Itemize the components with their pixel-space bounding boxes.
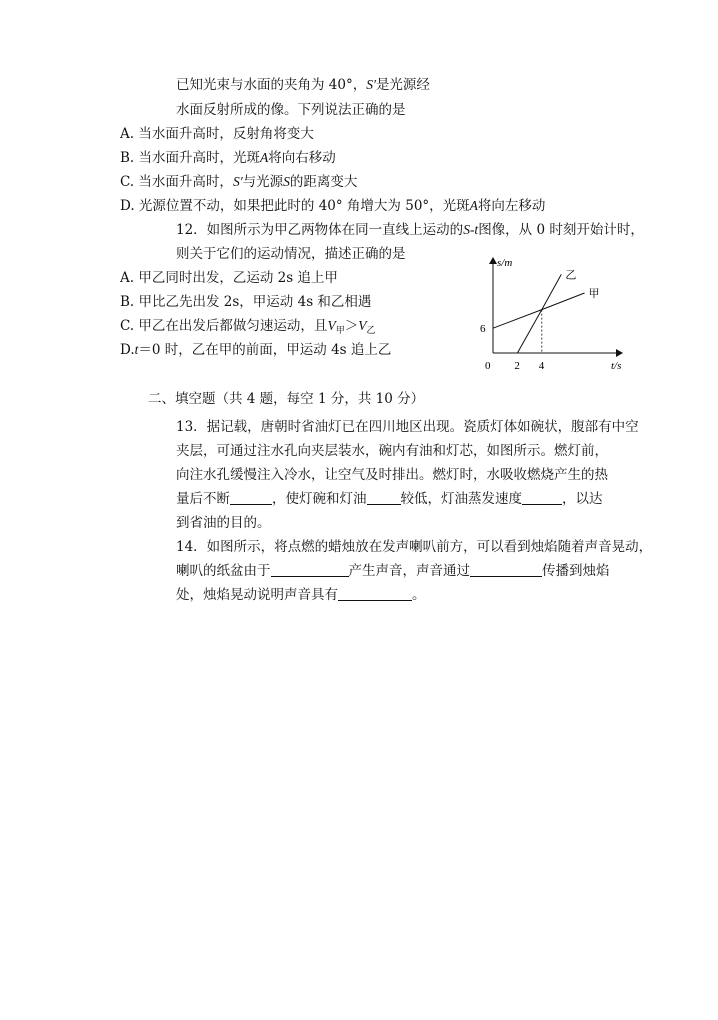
q13-blank-1[interactable]	[230, 490, 272, 505]
origin-label: 0	[485, 360, 491, 372]
q11-option-a: A. 当水面升高时，反射角将变大	[120, 126, 314, 142]
q12-option-c: C. 甲乙在出发后都做匀速运动，且$V_甲>V_乙$	[120, 318, 376, 336]
q13-line-3: 向注水孔缓慢注入冷水，让空气及时排出。燃灯时，水吸收燃烧产生的热	[176, 467, 608, 483]
q11-stem-line-2: 水面反射所成的像。下列说法正确的是	[176, 102, 406, 118]
q13-blank-2[interactable]	[367, 490, 401, 505]
q13-line-5: 到省油的目的。	[176, 515, 271, 531]
q12-option-b: B. 甲比乙先出发 2s，甲运动 4s 和乙相遇	[120, 294, 372, 310]
y-tick-label-1: 6	[480, 323, 486, 336]
q14-blank-1[interactable]	[271, 562, 349, 577]
q11-option-b: B. 当水面升高时，光斑A将向右移动	[120, 150, 336, 166]
q13-blank-3[interactable]	[522, 490, 562, 505]
series-line-1	[493, 293, 585, 328]
st-graph	[470, 252, 640, 376]
q12-stem-line-2: 则关于它们的运动情况，描述正确的是	[176, 246, 406, 262]
series-label-2: 乙	[565, 269, 577, 282]
q12-option-a: A. 甲乙同时出发，乙运动 2s 追上甲	[120, 270, 338, 286]
q12-stem-line-1: 12．如图所示为甲乙两物体在同一直线上运动的S-t图像，从 0 时刻开始计时，	[176, 222, 644, 238]
q14-line-2: 喇叭的纸盆由于 产生声音，声音通过 传播到烛焰	[176, 563, 610, 579]
q13-line-4: 量后不断 ，使灯碗和灯油 较低，灯油蒸发速度 ，以达	[176, 491, 603, 507]
series-line-2	[517, 274, 561, 353]
q14-line-1: 14．如图所示，将点燃的蜡烛放在发声喇叭前方，可以看到烛焰随着声音晃动，	[176, 539, 653, 555]
q11-option-c: C. 当水面升高时，S′与光源S的距离变大	[120, 174, 358, 190]
x-tick-label-2: 4	[538, 360, 545, 372]
x-axis-label: t/s	[611, 360, 622, 372]
y-axis-label: s/m	[497, 257, 513, 269]
q11-option-d: D. 光源位置不动，如果把此时的 40° 角增大为 50°，光斑A将向左移动	[120, 198, 546, 214]
q14-line-3: 处，烛焰晃动说明声音具有 。	[176, 587, 426, 603]
s-prime-symbol: S′	[366, 77, 376, 92]
q12-option-d: D.t＝0 时，乙在甲的前面，甲运动 4s 追上乙	[120, 342, 392, 358]
series-label-1: 甲	[588, 288, 600, 301]
q14-blank-2[interactable]	[470, 562, 542, 577]
q13-line-2: 夹层，可通过注水孔向夹层装水，碗内有油和灯芯，如图所示。燃灯前，	[176, 443, 608, 459]
q13-line-1: 13．据记载，唐朝时省油灯已在四川地区出现。瓷质灯体如碗状，腹部有中空	[176, 419, 639, 435]
section-title: 二、填空题（共 4 题，每空 1 分，共 10 分）	[148, 391, 425, 407]
q14-blank-3[interactable]	[338, 586, 412, 601]
x-tick-label-1: 2	[514, 360, 520, 372]
q11-stem-line-1: 已知光束与水面的夹角为 40°，S′是光源经	[176, 77, 430, 93]
